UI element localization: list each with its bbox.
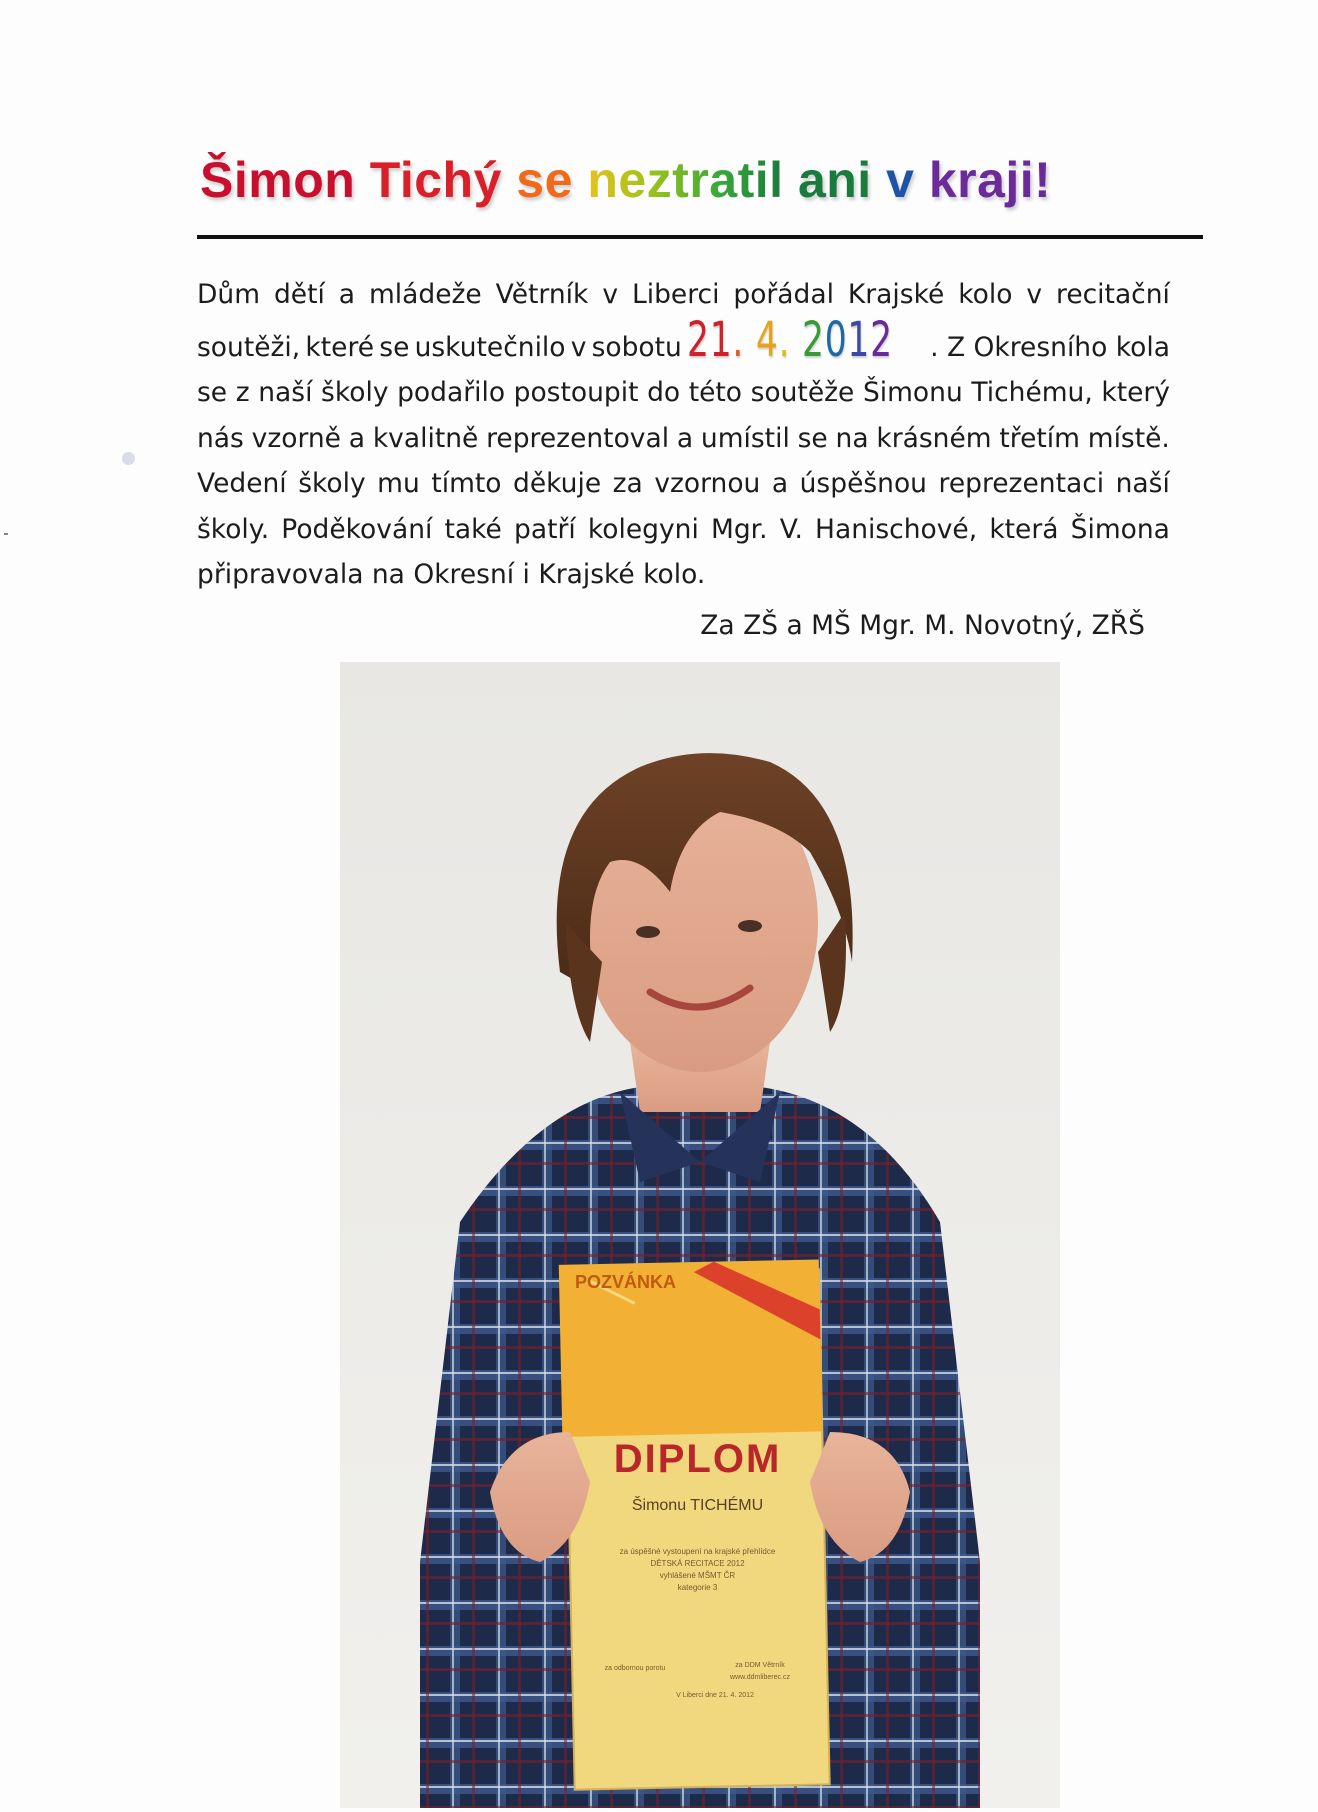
- diploma-right-signature: za DDM Větrník: [735, 1662, 785, 1669]
- date-character: .: [778, 311, 791, 368]
- paragraph-word: Tichému,: [971, 377, 1093, 408]
- paragraph-word: v: [1026, 279, 1043, 310]
- paragraph-word: soutěže: [750, 377, 855, 408]
- paragraph-word: kolo: [958, 279, 1013, 310]
- paragraph-word: V.: [779, 513, 803, 545]
- paragraph-word: třetím: [999, 422, 1080, 454]
- paragraph-word: kvalitně: [372, 422, 479, 454]
- paragraph-word: Krajské: [847, 279, 945, 310]
- title-word: v: [886, 152, 915, 208]
- diploma-heading: DIPLOM: [613, 1437, 782, 1481]
- paragraph-line: [197, 272, 1170, 318]
- paragraph-word: Šimona: [1070, 513, 1170, 545]
- diploma-recipient: Šimonu TICHÉMU: [631, 1497, 764, 1514]
- paragraph-word: vzorně: [251, 422, 341, 454]
- date-character: 2: [687, 311, 710, 368]
- highlighted-date: [687, 311, 893, 368]
- paragraph-word: vzornou: [654, 468, 761, 499]
- paragraph-word: na: [835, 422, 869, 454]
- paragraph-word: za: [612, 468, 643, 499]
- diploma-line-3: vyhlášené MŠMT ČR: [659, 1571, 736, 1580]
- paragraph-word: Poděkování: [281, 513, 433, 545]
- photo-illustration: [340, 662, 1060, 1808]
- paragraph-word: dětí: [273, 279, 325, 310]
- paragraph-word: připravovala na Okresní i Krajské kolo.: [197, 559, 706, 590]
- paragraph-word: se: [797, 422, 828, 454]
- diploma-line-1: za úspěšné vystoupení na krajské přehlídce: [619, 1547, 776, 1556]
- paragraph-word: mládeže: [368, 279, 482, 310]
- paragraph-word: a: [348, 422, 366, 454]
- paragraph-word: Vedení: [197, 468, 287, 499]
- scan-speck: [122, 452, 135, 465]
- paragraph-word: a: [676, 422, 694, 454]
- paragraph-word: soutěži,: [197, 331, 301, 363]
- paragraph-word: nás: [197, 422, 244, 454]
- diploma-line-4: kategorie 3: [677, 1583, 718, 1592]
- signature-line: Za ZŠ a MŠ Mgr. M. Novotný, ZŘŠ: [700, 610, 1145, 641]
- diploma-cover-heading: POZVÁNKA: [575, 1272, 677, 1292]
- paragraph-word: Dům: [197, 279, 261, 310]
- paragraph-word: pořádal: [733, 279, 834, 310]
- date-character: 2: [870, 311, 893, 368]
- paragraph-line: [197, 507, 1170, 553]
- paragraph-word: školy.: [197, 513, 270, 545]
- title-word: Šimon: [200, 152, 356, 208]
- paragraph-word: tímto: [431, 468, 502, 499]
- paragraph-word: Mgr.: [711, 513, 768, 545]
- paragraph-word: úspěšnou: [799, 468, 927, 499]
- title-word: kraji!: [928, 152, 1052, 208]
- date-character: 1: [709, 311, 733, 368]
- paragraph-word: děkuje: [513, 468, 602, 499]
- paragraph-word: v: [602, 279, 618, 310]
- paragraph-word: této: [688, 377, 743, 408]
- paragraph-word: Šimonu: [862, 377, 963, 408]
- title-word: neztratil: [587, 152, 784, 208]
- paragraph-line: [197, 461, 1170, 507]
- paragraph-word: naší: [1115, 468, 1170, 499]
- diploma-line-2: DĚTSKÁ RECITACE 2012: [650, 1559, 745, 1568]
- paragraph-word: se: [197, 377, 228, 408]
- paragraph-word: v: [570, 331, 587, 363]
- paragraph-word: mu: [377, 468, 420, 499]
- paragraph-word: z: [235, 377, 250, 408]
- student-photo: [340, 662, 1060, 1808]
- paragraph-word: sobotu: [591, 331, 682, 363]
- paragraph-word: a: [771, 468, 789, 499]
- paragraph-word: také: [444, 513, 502, 545]
- paragraph-word: uskutečnilo: [414, 331, 566, 363]
- paragraph-word: Hanischové,: [815, 513, 978, 545]
- date-character: 4: [755, 311, 779, 368]
- page-title: [200, 148, 1210, 212]
- paragraph-line: [197, 416, 1170, 462]
- paragraph-word: reprezentaci: [938, 468, 1105, 499]
- paragraph-word: která: [989, 513, 1059, 545]
- paragraph-word: které: [305, 331, 375, 363]
- date-character: 1: [847, 311, 871, 368]
- paragraph-word: recitační: [1056, 279, 1170, 310]
- paragraph-word: Liberci: [631, 279, 720, 310]
- paragraph-word: reprezentoval: [486, 422, 670, 454]
- paragraph-word: a: [338, 279, 356, 310]
- article-body: [197, 272, 1170, 598]
- paragraph-word: umístil: [700, 422, 790, 454]
- date-character: 0: [824, 311, 848, 368]
- paragraph-word: podařilo: [397, 377, 506, 408]
- title-word: ani: [797, 152, 872, 208]
- paragraph-line: [197, 552, 1170, 598]
- scan-mark: [4, 533, 8, 535]
- date-character: .: [732, 311, 745, 368]
- paragraph-word: který: [1101, 377, 1170, 408]
- title-word: Tichý: [369, 152, 502, 208]
- paragraph-word: postoupit: [513, 377, 639, 408]
- paragraph-word: krásném: [876, 422, 992, 454]
- paragraph-line-tail: . Z Okresního kola: [930, 331, 1170, 363]
- paragraph-word: Větrník: [495, 279, 589, 310]
- paragraph-word: školy: [321, 377, 389, 408]
- paragraph-word: kolegyni: [587, 513, 699, 545]
- diploma-web: www.ddmliberec.cz: [730, 1674, 790, 1681]
- paragraph-word: patří: [514, 513, 576, 545]
- paragraph-word: školy: [298, 468, 366, 499]
- title-underline: [197, 235, 1203, 239]
- date-character: [790, 312, 802, 368]
- diploma-left-signature: za odbornou porotu: [604, 1665, 666, 1672]
- paragraph-line: [197, 311, 1170, 371]
- paragraph-word: se: [379, 331, 410, 363]
- date-character: 2: [802, 311, 825, 368]
- date-character: [744, 312, 756, 368]
- paragraph-word: místě.: [1087, 422, 1170, 454]
- diploma-place-date: V Liberci dne 21. 4. 2012: [676, 1692, 754, 1699]
- paragraph-line: [197, 370, 1170, 416]
- paragraph-word: naší: [258, 377, 313, 408]
- title-word: se: [516, 152, 573, 208]
- paragraph-word: do: [647, 377, 681, 408]
